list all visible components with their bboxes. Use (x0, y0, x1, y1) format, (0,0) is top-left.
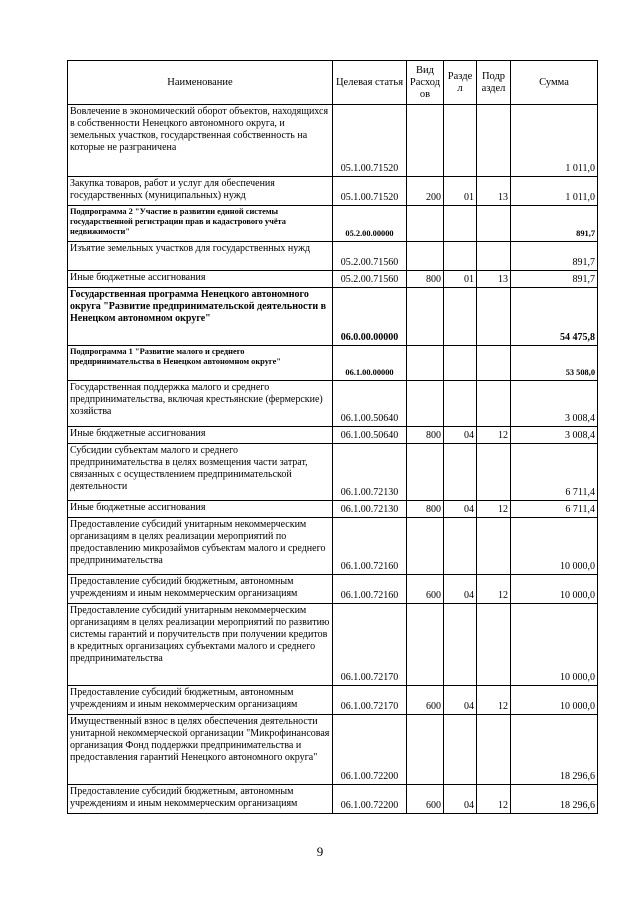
row-name: Изъятие земельных участков для государственных нужд (68, 242, 333, 271)
header-subsection: Подр аздел (477, 61, 511, 105)
table-row (68, 501, 598, 518)
row-name: Субсидии субъектам малого и среднего предпринимательства в целях возмещения части затрат, связанных с осуществлением предпринимательской деятельности (68, 444, 333, 501)
row-sum: 891,7 (511, 206, 598, 242)
row-expense-type (407, 346, 444, 381)
row-target-code: 06.1.00.00000 (333, 346, 407, 381)
row-target-code: 05.1.00.71520 (333, 105, 407, 177)
row-target-code: 06.0.00.00000 (333, 288, 407, 346)
row-section (444, 518, 477, 575)
row-subsection: 13 (477, 177, 511, 206)
row-sum: 54 475,8 (511, 288, 598, 346)
row-expense-type (407, 105, 444, 177)
row-sum: 18 296,6 (511, 715, 598, 785)
row-expense-type (407, 242, 444, 271)
table-row (68, 427, 598, 444)
header-section: Разде л (444, 61, 477, 105)
row-sum: 1 011,0 (511, 105, 598, 177)
row-target-code: 05.2.00.00000 (333, 206, 407, 242)
table-row (68, 206, 598, 242)
row-target-code: 06.1.00.72130 (333, 444, 407, 501)
row-name: Государственная поддержка малого и среднего предпринимательства, включая крестьянские (фермерские) хозяйства (68, 381, 333, 427)
row-expense-type: 200 (407, 177, 444, 206)
row-section (444, 206, 477, 242)
row-name: Закупка товаров, работ и услуг для обеспечения государственных (муниципальных) нужд (68, 177, 333, 206)
row-sum: 10 000,0 (511, 575, 598, 604)
row-name: Предоставление субсидий унитарным некоммерческим организациям в целях реализации мероприятий по развитию системы гарантий и поручительств при получении кредитов в кредитных организациях субъектами малого и среднего предпринимательства (68, 604, 333, 686)
row-subsection (477, 288, 511, 346)
row-subsection (477, 518, 511, 575)
row-target-code: 05.1.00.71520 (333, 177, 407, 206)
row-section (444, 715, 477, 785)
budget-table (67, 60, 598, 814)
row-target-code: 06.1.00.72170 (333, 604, 407, 686)
row-expense-type (407, 715, 444, 785)
row-name: Предоставление субсидий унитарным некоммерческим организациям в целях реализации мероприятий по предоставлению микрозаймов субъектам малого и среднего предпринимательства (68, 518, 333, 575)
row-expense-type (407, 381, 444, 427)
header-name: Наименование (68, 61, 333, 105)
row-expense-type (407, 518, 444, 575)
row-sum: 10 000,0 (511, 518, 598, 575)
row-section: 04 (444, 501, 477, 518)
row-expense-type: 600 (407, 575, 444, 604)
row-target-code: 06.1.00.50640 (333, 381, 407, 427)
table-row (68, 785, 598, 814)
row-section (444, 444, 477, 501)
row-section (444, 288, 477, 346)
row-name: Иные бюджетные ассигнования (68, 271, 333, 288)
row-section: 04 (444, 785, 477, 814)
row-name: Предоставление субсидий бюджетным, автономным учреждениям и иным некоммерческим организациям (68, 686, 333, 715)
row-subsection (477, 206, 511, 242)
row-section (444, 604, 477, 686)
row-target-code: 06.1.00.50640 (333, 427, 407, 444)
header-sum: Сумма (511, 61, 598, 105)
row-expense-type (407, 206, 444, 242)
row-sum: 3 008,4 (511, 427, 598, 444)
row-name: Иные бюджетные ассигнования (68, 501, 333, 518)
table-row (68, 105, 598, 177)
row-target-code: 06.1.00.72160 (333, 518, 407, 575)
row-name: Подпрограмма 1 "Развитие малого и среднего предпринимательства в Ненецком автономном округе" (68, 346, 333, 381)
row-section (444, 242, 477, 271)
row-target-code: 06.1.00.72200 (333, 715, 407, 785)
row-name: Предоставление субсидий бюджетным, автономным учреждениям и иным некоммерческим организациям (68, 785, 333, 814)
row-target-code: 05.2.00.71560 (333, 242, 407, 271)
row-expense-type (407, 288, 444, 346)
table-row (68, 381, 598, 427)
row-subsection (477, 242, 511, 271)
table-row (68, 575, 598, 604)
row-target-code: 05.2.00.71560 (333, 271, 407, 288)
table-row (68, 604, 598, 686)
page-number: 9 (316, 844, 324, 859)
table-row (68, 686, 598, 715)
row-subsection (477, 604, 511, 686)
row-subsection: 13 (477, 271, 511, 288)
header-expense-type: Вид Расход ов (407, 61, 444, 105)
row-target-code: 06.1.00.72170 (333, 686, 407, 715)
row-subsection (477, 105, 511, 177)
row-target-code: 06.1.00.72200 (333, 785, 407, 814)
row-name: Имущественный взнос в целях обеспечения деятельности унитарной некоммерческой организации "Микрофинансовая организация Фонд поддержки предпринимательства и предоставления гарантий Ненецкого автономного округа" (68, 715, 333, 785)
row-expense-type: 600 (407, 785, 444, 814)
row-section: 04 (444, 575, 477, 604)
table-row (68, 346, 598, 381)
row-sum: 3 008,4 (511, 381, 598, 427)
row-expense-type: 800 (407, 501, 444, 518)
row-name: Подпрограмма 2 "Участие в развитии единой системы государственной регистрации прав и кадастрового учёта недвижимости" (68, 206, 333, 242)
row-subsection (477, 444, 511, 501)
row-expense-type (407, 604, 444, 686)
table-row (68, 242, 598, 271)
row-subsection: 12 (477, 686, 511, 715)
row-subsection: 12 (477, 501, 511, 518)
table-row (68, 288, 598, 346)
row-sum: 53 508,0 (511, 346, 598, 381)
row-expense-type: 600 (407, 686, 444, 715)
row-section: 01 (444, 177, 477, 206)
row-section: 04 (444, 686, 477, 715)
row-target-code: 06.1.00.72130 (333, 501, 407, 518)
row-sum: 10 000,0 (511, 686, 598, 715)
row-expense-type: 800 (407, 427, 444, 444)
table-row (68, 518, 598, 575)
row-target-code: 06.1.00.72160 (333, 575, 407, 604)
row-subsection (477, 715, 511, 785)
table-header-row (68, 61, 598, 105)
row-name: Иные бюджетные ассигнования (68, 427, 333, 444)
table-row (68, 444, 598, 501)
row-name: Вовлечение в экономический оборот объектов, находящихся в собственности Ненецкого автономного округа, и земельных участков, государственная собственность на которые не разграничена (68, 105, 333, 177)
row-expense-type (407, 444, 444, 501)
row-sum: 1 011,0 (511, 177, 598, 206)
row-subsection (477, 381, 511, 427)
row-subsection (477, 346, 511, 381)
row-section (444, 105, 477, 177)
row-section (444, 346, 477, 381)
row-sum: 891,7 (511, 271, 598, 288)
table-row (68, 715, 598, 785)
header-target-article: Целевая статья (333, 61, 407, 105)
row-subsection: 12 (477, 575, 511, 604)
row-sum: 10 000,0 (511, 604, 598, 686)
row-name: Предоставление субсидий бюджетным, автономным учреждениям и иным некоммерческим организациям (68, 575, 333, 604)
row-sum: 891,7 (511, 242, 598, 271)
row-sum: 6 711,4 (511, 444, 598, 501)
row-name: Государственная программа Ненецкого автономного округа "Развитие предпринимательской деятельности в Ненецком автономном округе" (68, 288, 333, 346)
row-subsection: 12 (477, 785, 511, 814)
row-expense-type: 800 (407, 271, 444, 288)
table-row (68, 177, 598, 206)
row-sum: 6 711,4 (511, 501, 598, 518)
row-subsection: 12 (477, 427, 511, 444)
table-row (68, 271, 598, 288)
row-section (444, 381, 477, 427)
row-sum: 18 296,6 (511, 785, 598, 814)
row-section: 04 (444, 427, 477, 444)
row-section: 01 (444, 271, 477, 288)
